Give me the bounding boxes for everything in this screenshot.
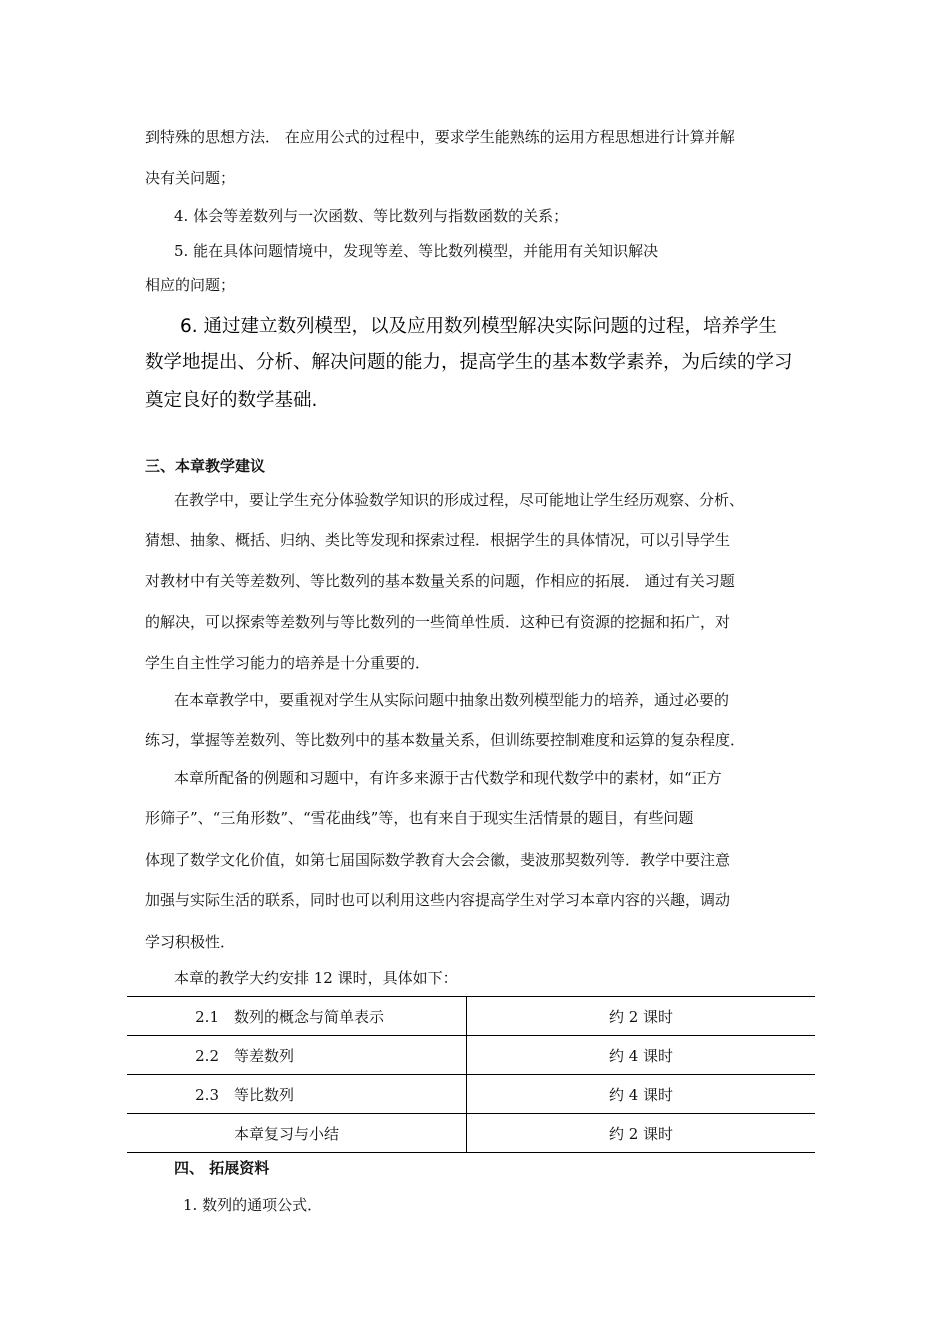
table-cell-section: [127, 1036, 467, 1075]
table-row: [127, 1036, 815, 1075]
paragraph-line: 学生自主性学习能力的培养是十分重要的．: [145, 654, 431, 672]
paragraph-line: 在教学中，要让学生充分体验数学知识的形成过程，尽可能地让学生经历观察、分析、: [174, 491, 745, 509]
section-number: 2.1: [195, 1007, 219, 1026]
paragraph-line: 本章所配备的例题和习题中，有许多来源于古代数学和现代数学中的素材，如“正方: [174, 769, 722, 787]
objective-item-4: 4. 体会等差数列与一次函数、等比数列与指数函数的关系；: [174, 207, 569, 225]
paragraph-line: 在本章教学中，要重视对学生从实际问题中抽象出数列模型能力的培养，通过必要的: [174, 691, 730, 709]
paragraph-line: 形筛子”、“三角形数”、“雪花曲线”等，也有来自于现实生活情景的题目，有些问题: [145, 809, 694, 827]
table-cell-section: [127, 1075, 467, 1114]
table-cell-section: [127, 997, 467, 1036]
table-row: [127, 997, 815, 1036]
paragraph-line: 加强与实际生活的联系，同时也可以利用这些内容提高学生对学习本章内容的兴趣，调动: [145, 891, 731, 909]
objective-item-5: 5. 能在具体问题情境中，发现等差、等比数列模型，并能用有关知识解决: [174, 242, 659, 260]
schedule-table: [127, 996, 815, 1153]
section-title: 等差数列: [234, 1046, 295, 1065]
paragraph-line: 学习积极性．: [145, 933, 236, 951]
paragraph-line: 本章的教学大约安排 12 课时，具体如下：: [174, 969, 458, 987]
table-cell-hours: 约 2 课时: [608, 1007, 674, 1026]
objective-item-6-line: 6. 通过建立数列模型，以及应用数列模型解决实际问题的过程，培养学生: [180, 316, 778, 337]
paragraph-line: 猜想、抽象、概括、归纳、类比等发现和探索过程．根据学生的具体情况，可以引导学生: [145, 531, 731, 549]
section-3-heading: 三、本章教学建议: [145, 457, 266, 475]
objective-continuation-line: 决有关问题；: [145, 169, 236, 187]
objective-continuation-line: 到特殊的思想方法． 在应用公式的过程中，要求学生能熟练的运用方程思想进行计算并解: [145, 128, 735, 146]
paragraph-line: 对教材中有关等差数列、等比数列的基本数量关系的问题，作相应的拓展． 通过有关习题: [145, 572, 735, 590]
table-cell-hours: 约 4 课时: [608, 1046, 674, 1065]
objective-item-6-line: 数学地提出、分析、解决问题的能力，提高学生的基本数学素养，为后续的学习: [145, 352, 793, 373]
paragraph-line: 练习，掌握等差数列、等比数列中的基本数量关系，但训练要控制难度和运算的复杂程度．: [145, 731, 746, 749]
paragraph-line: 体现了数学文化价值，如第七届国际数学教育大会会徽，斐波那契数列等．教学中要注意: [145, 851, 731, 869]
table-cell-hours: 约 4 课时: [608, 1085, 674, 1104]
objective-item-5-continuation: 相应的问题；: [145, 276, 236, 294]
section-number: 2.2: [195, 1046, 219, 1065]
paragraph-line: 的解决，可以探索等差数列与等比数列的一些简单性质．这种已有资源的挖掘和拓广，对: [145, 613, 731, 631]
section-number: 2.3: [195, 1085, 219, 1104]
section-4-heading: 四、 拓展资料: [174, 1159, 270, 1177]
extension-item-1: 1. 数列的通项公式．: [183, 1196, 323, 1214]
table-cell-section: [127, 1114, 467, 1153]
section-title: 等比数列: [234, 1085, 295, 1104]
section-title: 本章复习与小结: [234, 1124, 340, 1143]
section-title: 数列的概念与简单表示: [234, 1007, 385, 1026]
table-cell-hours: 约 2 课时: [608, 1124, 674, 1143]
table-row: [127, 1114, 815, 1153]
objective-item-6-line: 奠定良好的数学基础.: [145, 390, 318, 411]
table-row: [127, 1075, 815, 1114]
